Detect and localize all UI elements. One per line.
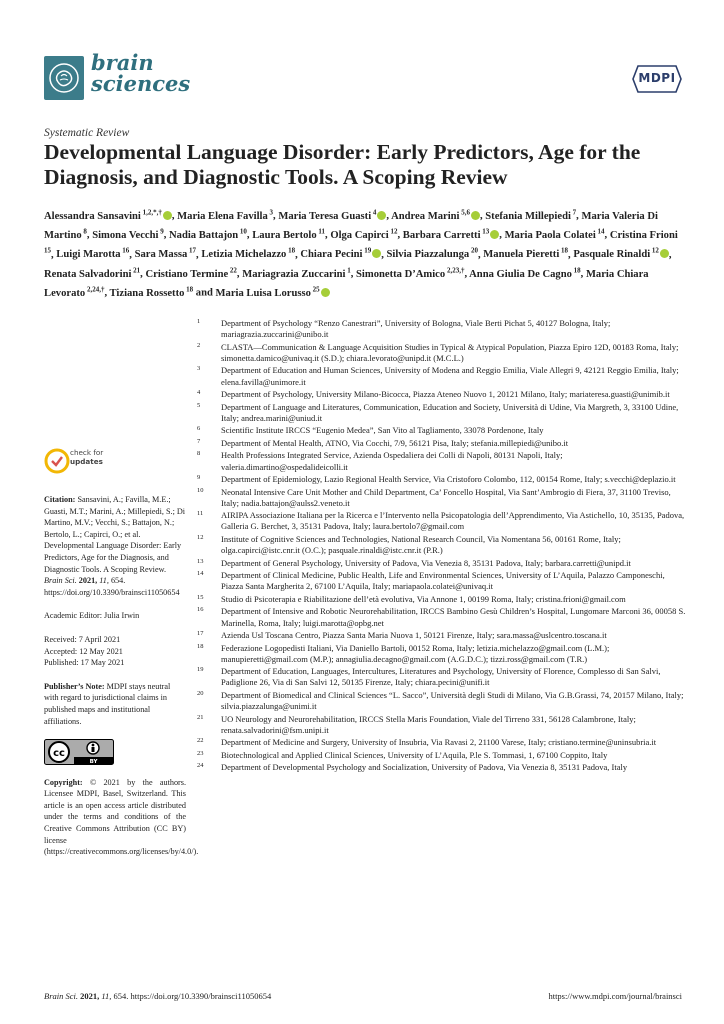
author-separator: , <box>464 268 470 280</box>
affiliation-text: CLASTA—Communication & Language Acquisition Studies in Typical & Atypical Population, Piazza Epiro 12D, 00183 Roma, Italy; simonetta.damico@univaq.it (S.D.); chiara.levorato@unipd.it (M.C.L.) <box>221 341 679 363</box>
accepted-date: Accepted: 12 May 2021 <box>44 646 123 656</box>
author-affiliation-marker: 21 <box>131 265 141 274</box>
author-affiliation-marker: 19 <box>362 246 372 255</box>
citation-journal: Brain Sci. <box>44 576 77 586</box>
author-name: Tiziana Rossetto <box>109 287 185 299</box>
author-separator: , <box>477 249 484 261</box>
author-separator: , <box>499 229 505 241</box>
orcid-icon[interactable] <box>321 288 330 297</box>
received-date: Received: 7 April 2021 <box>44 634 121 644</box>
affiliation-item <box>197 487 687 509</box>
copyright-text: © 2021 by the authors. Licensee MDPI, Basel, Switzerland. This article is an open access article distributed under the terms and conditions of the Creative Commons Attribution (CC BY) license (https://creativecommons.org/licenses/by/4.0/). <box>44 777 199 857</box>
affiliation-text: Department of Epidemiology, Lazio Regional Health Service, Via Cristoforo Colombo, 112, 00154 Rome, Italy; s.vecchi@deplazio.it <box>221 474 676 485</box>
author <box>242 265 351 280</box>
affiliation-number: 17 <box>197 630 204 638</box>
affiliation-text: Institute of Cognitive Sciences and Technologies, National Research Council, Via Nomentana 56, 00161 Rome, Italy; olga.capirci@istc.cnr.it (O.C.); pasquale.rinaldi@istc.cnr.it (P.R.) <box>221 533 621 556</box>
author-name: Maria Teresa Guasti <box>278 210 372 222</box>
footer-year: 2021, <box>80 991 100 1001</box>
copyright-label: Copyright: <box>44 777 83 787</box>
author-affiliation-marker: 8 <box>81 227 87 236</box>
citation-year: 2021, <box>78 576 98 586</box>
affiliation-number: 15 <box>197 593 204 601</box>
author-affiliation-marker: 20 <box>469 246 478 255</box>
affiliation-item <box>197 750 687 761</box>
affiliation-text: UO Neurology and Neurorehabilitation, IRCCS Stella Maris Foundation, Viale del Tirreno 331, 56128 Calambrone, Italy; renata.salvadorini@fsm.unipi.it <box>221 713 636 735</box>
affiliation-number: 22 <box>197 737 204 745</box>
author-separator: , <box>479 210 486 222</box>
affiliation-item <box>197 534 687 556</box>
author-list <box>44 205 684 302</box>
affiliation-item <box>197 762 687 773</box>
affiliation-list <box>197 318 687 775</box>
affiliation-item <box>197 666 687 688</box>
author-name: Cristina Frioni <box>609 229 678 241</box>
author-separator: , <box>171 210 178 222</box>
affiliation-number: 21 <box>197 713 204 721</box>
footer-volume: 11, <box>101 991 112 1001</box>
author <box>56 246 130 261</box>
author-separator: , <box>386 210 392 222</box>
author <box>201 246 296 261</box>
author <box>169 227 247 241</box>
citation-label: Citation: <box>44 495 76 504</box>
affiliation-item <box>197 558 687 569</box>
author <box>483 246 569 261</box>
affiliation-text: Studio di Psicoterapia e Riabilitazione dell’età evolutiva, Via Annone 1, 00199 Roma, Italy; cristina.frioni@gmail.com <box>221 593 626 604</box>
affiliation-number: 5 <box>197 401 201 409</box>
author-name: Simonetta D’Amico <box>356 268 446 280</box>
author <box>252 227 326 241</box>
author-name: Pasquale Rinaldi <box>573 249 651 261</box>
author-affiliation-marker: 25 <box>310 285 320 294</box>
affiliation-text: Department of Language and Literatures, Communication, Education and Society, Università di Udine, Via Margreth, 3, 33100 Udine, Italy; andrea.marini@uniud.it <box>221 401 679 423</box>
author-affiliation-marker: 18 <box>286 246 296 255</box>
author-affiliation-marker: 1,2,*,† <box>140 208 162 216</box>
author <box>330 227 398 241</box>
author <box>44 265 141 280</box>
author-separator: and <box>193 287 216 299</box>
author-name: Maria Luisa Lorusso <box>215 287 311 299</box>
orcid-icon[interactable] <box>163 211 172 220</box>
author-name: Sara Massa <box>134 249 188 261</box>
affiliation-item <box>197 450 687 472</box>
author-name: Simona Vecchi <box>92 229 159 241</box>
author-affiliation-marker: 2,24,† <box>85 285 105 294</box>
author-affiliation-marker: 18 <box>571 265 581 274</box>
affiliation-item <box>197 643 687 665</box>
author-separator: , <box>381 249 387 261</box>
author-name: Maria Elena Favilla <box>177 210 268 222</box>
affiliation-number: 1 <box>197 318 201 325</box>
author-affiliation-marker: 18 <box>559 246 569 255</box>
affiliation-text: Biotechnological and Applied Clinical Sciences, University of L’Aquila, P.le S. Tommasi, 1, 67100 Coppito, Italy <box>221 749 608 760</box>
affiliation-item <box>197 594 687 605</box>
author-separator: , <box>51 249 57 261</box>
author-name: Luigi Marotta <box>56 249 121 261</box>
author-name: Maria Chiara Levorato <box>44 268 649 299</box>
dates-block <box>44 634 186 669</box>
author-separator: , <box>568 249 574 261</box>
affiliation-item <box>197 510 687 532</box>
sidebar <box>44 448 199 858</box>
affiliation-number: 13 <box>197 557 204 565</box>
author-separator: , <box>350 268 357 280</box>
journal-logo <box>44 50 204 102</box>
author-separator: , <box>104 287 110 299</box>
author-affiliation-marker: 5,6 <box>459 208 470 216</box>
author-name: Letizia Michelazzo <box>201 249 287 261</box>
author-name: Nadia Battajon <box>169 229 239 241</box>
journal-name-line2: sciences <box>91 71 191 96</box>
cc-label: cc <box>53 748 65 760</box>
published-date: Published: 17 May 2021 <box>44 658 125 668</box>
orcid-icon[interactable] <box>372 249 381 258</box>
author-separator: , <box>604 229 610 241</box>
author-affiliation-marker: 14 <box>595 227 605 236</box>
affiliation-text: Department of Psychology “Renzo Canestrari”, University of Bologna, Viale Berti Pichat 5, 40127 Bologna, Italy; mariagrazia.zuccarini@unibo.it <box>221 318 611 340</box>
author-name: Barbara Carretti <box>402 229 481 241</box>
footer-journal-url[interactable]: https://www.mdpi.com/journal/brainsci <box>548 991 682 1001</box>
check-line2: updates <box>70 456 103 466</box>
author <box>177 208 274 222</box>
journal-name-line1: brain <box>91 50 154 75</box>
affiliation-text: Department of Clinical Medicine, Public Health, Life and Environmental Sciences, University of L’Aquila, Palazzo Camponeschi, Piazza Santa Margherita 2, 67100 L’Aquila, Italy; mariapaola.colatei@univaq.it <box>221 570 665 592</box>
affiliation-number: 24 <box>197 762 204 770</box>
author-name: Mariagrazia Zuccarini <box>242 268 346 280</box>
author-affiliation-marker: 11 <box>316 227 326 236</box>
author-name: Cristiano Termine <box>145 268 229 280</box>
author-separator: , <box>295 249 301 261</box>
affiliation-item <box>197 474 687 485</box>
affiliation-item <box>197 365 687 387</box>
author-separator: , <box>325 229 331 241</box>
affiliation-item <box>197 737 687 748</box>
citation-doi[interactable]: 654. https://doi.org/10.3390/brainsci11050654 <box>44 576 180 597</box>
affiliation-number: 8 <box>197 450 201 458</box>
author-affiliation-marker: 18 <box>184 285 194 294</box>
author-affiliation-marker: 7 <box>570 208 577 216</box>
affiliation-text: Department of Biomedical and Clinical Sciences “L. Sacco”, Università degli Studi di Milano, Via G.B.Grassi, 74, 20157 Milano, Italy; silvia.piazzalunga@unimi.it <box>221 689 684 712</box>
affiliation-item <box>197 389 687 400</box>
affiliation-text: Department of Mental Health, ATNO, Via Cocchi, 7/9, 56121 Pisa, Italy; stefania.millepiedi@unibo.it <box>221 437 569 448</box>
cc-by-license-icon[interactable] <box>44 739 114 765</box>
footer-citation <box>44 991 271 1001</box>
author <box>386 246 478 261</box>
brain-icon <box>44 56 84 100</box>
affiliation-item <box>197 570 687 592</box>
affiliation-text: Neonatal Intensive Care Unit Mother and Child Department, Ca’ Foncello Hospital, Via Sant’Ambrogio di Fiera, 37, 31100 Treviso, Italy; nadia.battajon@aulss2.veneto.it <box>221 486 671 508</box>
cc-by-label: BY <box>89 759 98 766</box>
author-separator: , <box>129 249 135 261</box>
affiliation-number: 3 <box>197 365 201 373</box>
affiliation-text: Azienda Usl Toscana Centro, Piazza Santa Maria Nuova 1, 50121 Firenze, Italy; sara.massa@uslcentro.toscana.it <box>221 630 607 641</box>
affiliation-text: Scientific Institute IRCCS “Eugenio Medea”, San Vito al Tagliamento, 33078 Pordenone, Italy <box>221 425 544 436</box>
author-separator: , <box>236 268 243 280</box>
affiliation-number: 23 <box>197 749 204 757</box>
author <box>402 227 500 241</box>
affiliation-number: 10 <box>197 486 204 494</box>
author-name: Silvia Piazzalunga <box>386 249 470 261</box>
affiliation-item <box>197 630 687 641</box>
academic-editor: Academic Editor: Julia Irwin <box>44 611 140 621</box>
affiliation-number: 12 <box>197 533 204 541</box>
author-name: Maria Valeria Di Martino <box>44 210 658 241</box>
affiliation-text: Department of General Psychology, University of Padova, Via Venezia 8, 35131 Padova, Italy; barbara.carretti@unipd.it <box>221 557 631 568</box>
author-name: Laura Bertolo <box>252 229 317 241</box>
author-name: Renata Salvadorini <box>44 268 132 280</box>
affiliation-number: 7 <box>197 437 201 445</box>
author <box>356 265 465 280</box>
author <box>469 265 581 280</box>
author-separator: , <box>397 229 403 241</box>
author-name: Andrea Marini <box>391 210 460 222</box>
author-name: Maria Paola Colatei <box>504 229 596 241</box>
affiliation-text: Department of Intensive and Robotic Neurorehabilitation, IRCCS Bambino Gesù Children’s Hospital, Lungomare Marconi 36, 00058 S. Marinella, Roma, Italy; luigi.marotta@opbg.net <box>221 606 686 628</box>
author <box>44 208 172 222</box>
affiliation-item <box>197 402 687 424</box>
affiliation-text: Department of Education, Languages, Intercultures, Literatures and Psychology, University of Florence, Complesso di San Salvi, Padiglione 26, Via di San Salvi 12, 50135 Firenze, Italy; chiara.pecini@unifi.it <box>221 666 661 688</box>
publisher-logo <box>630 64 684 94</box>
check-for-updates-badge[interactable] <box>44 448 186 482</box>
copyright-block <box>44 777 199 858</box>
affiliation-number: 4 <box>197 389 201 397</box>
affiliation-item <box>197 318 687 340</box>
publisher-note-label: Publisher’s Note: <box>44 681 105 691</box>
author-affiliation-marker: 12 <box>388 227 398 236</box>
author-separator: , <box>576 210 582 222</box>
affiliation-item <box>197 425 687 436</box>
author-affiliation-marker: 16 <box>120 246 130 255</box>
affiliation-number: 6 <box>197 425 201 433</box>
footer-journal: Brain Sci. <box>44 991 78 1001</box>
author-name: Anna Giulia De Cagno <box>469 268 572 280</box>
check-line1: check for <box>70 448 104 457</box>
author-separator: , <box>246 229 253 241</box>
affiliation-number: 19 <box>197 666 204 674</box>
author-name: Chiara Pecini <box>300 249 363 261</box>
author <box>92 227 164 241</box>
check-updates-icon <box>44 448 70 474</box>
affiliation-text: Department of Psychology, University Milano-Bicocca, Piazza Ateneo Nuovo 1, 20121 Milano, Italy; mariateresa.guasti@unimib.it <box>221 389 670 400</box>
affiliation-item <box>197 714 687 736</box>
author-affiliation-marker: 15 <box>44 246 51 255</box>
author-separator: , <box>140 268 146 280</box>
author <box>109 285 194 299</box>
author-affiliation-marker: 1 <box>345 265 351 274</box>
author-affiliation-marker: 17 <box>187 246 197 255</box>
author-affiliation-marker: 9 <box>158 227 164 236</box>
publisher-name: MDPI <box>638 71 676 85</box>
author <box>300 246 381 261</box>
author-name: Stefania Millepiedi <box>485 210 571 222</box>
author-affiliation-marker: 22 <box>228 265 237 274</box>
affiliation-text: AIRIPA Associazione Italiana per la Ricerca e l’Intervento nella Psicopatologia dell’Apprendimento, Via Astichello, 10, 35135, Padova, Galleria G. Berchet, 3, 35131 Padova, Italy; laura.bertolo7@gmail.com <box>221 510 685 532</box>
author <box>485 208 577 222</box>
article-title: Developmental Language Disorder: Early Predictors, Age for the Diagnosis, and Diagnostic Tools. A Scoping Review <box>44 140 641 189</box>
author <box>573 246 669 261</box>
author <box>134 246 197 261</box>
author-affiliation-marker: 10 <box>238 227 247 236</box>
affiliation-number: 9 <box>197 474 201 482</box>
affiliation-item <box>197 606 687 628</box>
author-name: Alessandra Sansavini <box>44 210 141 222</box>
publisher-note <box>44 681 186 727</box>
affiliation-number: 14 <box>197 570 204 578</box>
author-name: Olga Capirci <box>330 229 389 241</box>
affiliation-text: Health Professions Integrated Service, Azienda Ospedaliera dei Colli di Napoli, 80131 Napoli, Italy; valeria.dimartino@ospedalideicolli.it <box>221 450 563 472</box>
author-affiliation-marker: 3 <box>267 208 274 216</box>
author-affiliation-marker: 4 <box>371 208 377 216</box>
affiliation-text: Department of Developmental Psychology and Socialization, University of Padova, Via Venezia 8, 35131 Padova, Italy <box>221 762 628 773</box>
affiliation-number: 18 <box>197 642 204 650</box>
author <box>278 208 386 222</box>
footer-doi[interactable]: 654. https://doi.org/10.3390/brainsci11050654 <box>113 991 272 1001</box>
author <box>215 285 330 299</box>
author-separator: , <box>273 210 279 222</box>
orcid-icon[interactable] <box>660 249 669 258</box>
author-separator: , <box>668 249 672 261</box>
author-separator: , <box>163 229 169 241</box>
affiliation-item <box>197 438 687 449</box>
author <box>504 227 605 241</box>
author-affiliation-marker: 12 <box>650 246 659 255</box>
affiliation-text: Department of Medicine and Surgery, University of Insubria, Via Ravasi 2, 21100 Varese, Italy; cristiano.termine@uninsubria.it <box>221 737 657 748</box>
affiliation-number: 11 <box>197 510 204 518</box>
citation-text: Sansavini, A.; Favilla, M.E.; Guasti, M.T.; Marini, A.; Millepiedi, S.; Di Martino, M.V.; Vecchi, S.; Battajon, N.; Bertolo, L.; Capirci, O.; et al. Developmental Language Disorder: Early Predictors, Age for the Diagnosis, and Diagnostic Tools. A Scoping Review. <box>44 495 186 574</box>
affiliation-item <box>197 690 687 712</box>
affiliation-number: 2 <box>197 341 201 349</box>
article-type: Systematic Review <box>44 127 130 139</box>
author-affiliation-marker: 2,23,† <box>445 265 465 274</box>
author <box>391 208 480 222</box>
author-affiliation-marker: 13 <box>480 227 490 236</box>
author-separator: , <box>196 249 202 261</box>
orcid-icon[interactable] <box>471 211 480 220</box>
citation-block <box>44 494 186 598</box>
affiliation-text: Federazione Logopedisti Italiani, Via Daniello Bartoli, 00152 Roma, Italy; letizia.michelazzo@gmail.com (L.M.); manupieretti@gmail.com (M.P.); annagiulia.decagno@gmail.com (A.G.D.C.); tizzi.ross@gmail.com (T.R.) <box>221 642 610 664</box>
affiliation-item <box>197 342 687 364</box>
orcid-icon[interactable] <box>490 230 499 239</box>
affiliation-text: Department of Education and Human Sciences, University of Modena and Reggio Emilia, Viale Allegri 9, 42121 Reggio Emilia, Italy; elena.favilla@unimore.it <box>221 365 679 387</box>
author-separator: , <box>86 229 93 241</box>
publisher-note-text: MDPI stays neutral with regard to jurisdictional claims in published maps and institutional affiliations. <box>44 681 171 726</box>
affiliation-number: 16 <box>197 606 204 614</box>
author <box>145 265 237 280</box>
citation-volume: 11, <box>99 576 109 586</box>
affiliation-number: 20 <box>197 689 204 697</box>
author-name: Manuela Pieretti <box>483 249 560 261</box>
author-separator: , <box>580 268 586 280</box>
